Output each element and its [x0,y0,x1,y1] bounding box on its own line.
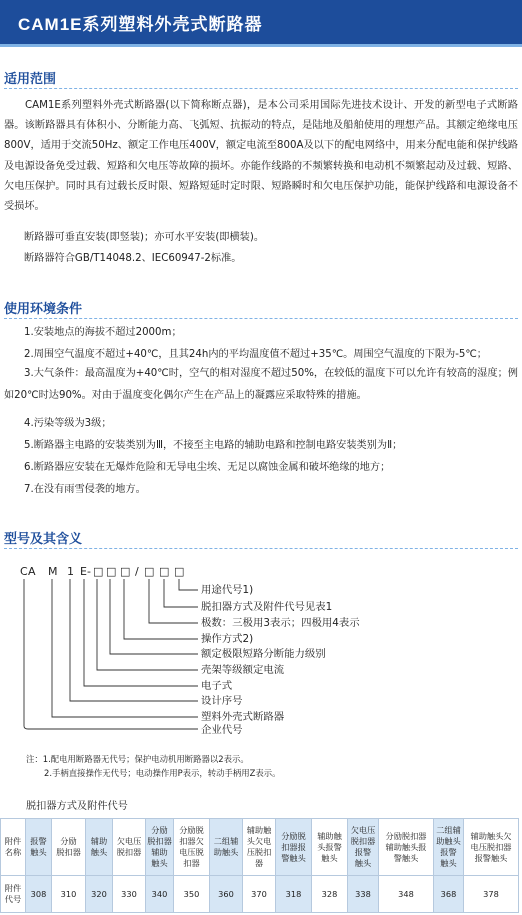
env-item-2: 2.周围空气温度不超过+40℃，且其24h内的平均温度值不超过+35℃。周围空气温度的下限为-5℃； [24,349,487,360]
attachment-name: 分励脱 扣器报 警触头 [281,830,306,863]
table-cell [434,819,464,876]
attachment-code: 378 [483,888,499,899]
model-code-diagram [0,560,522,730]
code-label-breaking: 额定极限短路分断能力级别 [201,648,326,660]
attachment-code: 318 [285,888,302,899]
code-char: 1 [67,565,74,578]
table-cell [146,876,174,913]
attachment-code: 328 [321,888,338,899]
table-cell [146,819,174,876]
attachment-name: 分励 脱扣器 辅助 触头 [147,825,172,868]
code-label-enterprise: 企业代号 [201,724,243,736]
table-cell [243,876,276,913]
leader-line [52,579,198,717]
row-label-names: 附件 名称 [4,836,22,857]
code-label-design: 设计序号 [201,695,243,707]
code-char: □ [93,565,104,578]
attachment-name: 辅助触 头报警 触头 [317,830,342,863]
env-item-1: 1.安装地点的海拔不超过2000m； [24,327,182,338]
attachment-name: 辅助 触头 [90,836,108,857]
code-char: M [48,565,58,578]
table-cell [276,876,312,913]
title-stripe [0,44,522,47]
section-title-environment: 使用环境条件 [4,302,83,317]
attachment-code: 338 [355,888,371,899]
attachment-code: 320 [91,888,107,899]
attachment-name: 辅助触 头欠电 压脱扣 器 [246,825,272,868]
code-char: A [28,565,36,578]
table-cell [434,876,464,913]
table-cell [52,819,86,876]
attachment-name: 欠电压 脱扣器 报警 触头 [350,825,376,868]
row-label-codes: 附件 代号 [4,883,22,904]
code-label-electronic: 电子式 [201,680,233,692]
code-label-frame: 壳架等级额定电流 [201,664,285,676]
table-cell [52,876,86,913]
title-banner [0,0,522,44]
env-item-5: 5.断路器主电路的安装类别为Ⅲ，不接至主电路的辅助电路和控制电路安装类别为Ⅱ； [24,440,403,451]
attachment-name: 二组辅 助触头 [213,836,239,857]
attachment-code: 330 [121,888,137,899]
attachment-name: 二组辅 助触头 报警 触头 [436,825,461,868]
table-row-label [1,876,26,913]
section-title-model: 型号及其含义 [4,532,83,547]
attachment-code: 368 [440,888,457,899]
table-cell [86,819,113,876]
leader-line [70,579,198,701]
table-cell [210,876,243,913]
attachment-name: 分励脱扣器 辅助触头报 警触头 [385,830,427,863]
table-cell [276,819,312,876]
attachment-code: 348 [398,888,414,899]
leader-line [124,579,198,639]
table-cell [113,876,146,913]
code-char: □ [120,565,131,578]
table-cell [174,876,210,913]
code-char: □ [106,565,117,578]
table-cell [243,819,276,876]
attachment-code: 370 [251,888,267,899]
table-title: 脱扣器方式及附件代号 [26,801,128,812]
section-divider [4,318,518,319]
env-item-6: 6.断路器应安装在无爆炸危险和无导电尘埃、无足以腐蚀金属和破坏绝缘的地方； [24,462,391,473]
code-char: / [135,565,139,578]
leader-line [97,579,198,670]
table-cell [210,819,243,876]
env-item-4: 4.污染等级为3级； [24,418,112,429]
code-label-mccb: 塑料外壳式断路器 [201,711,285,723]
env-item-3: 3.大气条件：最高温度为+40℃时，空气的相对湿度不超过50%，在较低的温度下可以允许有较高的湿度；例如20℃时达90%。对由于温度变化偶尔产生在产品上的凝露应采取特殊的措施。 [4,368,518,401]
attachment-name: 辅助触头欠 电压脱扣器 报警触头 [470,830,512,863]
table-cell [312,819,348,876]
table-cell [379,819,434,876]
attachment-code: 350 [183,888,200,899]
table-cell [348,819,379,876]
env-item-7: 7.在没有雨雪侵袭的地方。 [24,484,146,495]
code-char: □ [159,565,170,578]
leader-line [164,579,198,607]
note-2: 2.手柄直接操作无代号；电动操作用P表示，转动手柄用Z表示。 [44,768,281,778]
scope-paragraph: CAM1E系列塑料外壳式断路器(以下简称断点器)，是本公司采用国际先进技术设计、开发的新型电子式断路器。该断路器具有体积小、分断能力高、飞弧短、抗振动的特点，是陆地及船舶使用的理想产品。其额定绝缘电压800V，适用于交流50Hz、额定工作电压400V，额定电流至800A及以下的配电网络中，用来分配电能和保护线路及电源设备免受过载、短路和欠电压等故障的损坏。亦能作线路的不频繁转换和电动机不频繁起动及过载、短路、欠电压保护。同时具有过载长反时限、短路短延时定时限、短路瞬时和欠电压保护功能，能保护线路和电源设备不受损坏。 [4,100,518,213]
scope-standard-line: 断路器符合GB/T14048.2、IEC60947-2标准。 [24,253,242,264]
section-title-scope: 适用范围 [4,72,57,87]
attachment-code: 308 [30,888,47,899]
table-row-label [1,819,26,876]
table-cell [312,876,348,913]
attachment-code: 340 [151,888,168,899]
attachment-name: 欠电压 脱扣器 [116,836,142,857]
attachment-code: 310 [60,888,77,899]
attachment-name: 分励脱 扣器欠 电压脱 扣器 [179,825,204,868]
attachment-code: 360 [218,888,234,899]
table-cell [26,819,52,876]
page-title: CAM1E系列塑料外壳式断路器 [18,15,263,34]
table-cell [464,819,519,876]
table-cell [348,876,379,913]
code-char: □ [174,565,185,578]
code-label-poles: 极数：三极用3表示；四极用4表示 [201,617,360,629]
table-cell [379,876,434,913]
leader-line [179,579,198,590]
table-cell [174,819,210,876]
table-cell [464,876,519,913]
code-char: C [20,565,28,578]
section-divider [4,88,518,89]
code-label-release: 脱扣器方式及附件代号见表1 [201,601,333,613]
code-char: E- [80,565,91,578]
table-cell [113,819,146,876]
table-row [1,819,519,876]
section-divider [4,548,518,549]
attachment-name: 分励 脱扣器 [56,836,81,857]
code-label-usage: 用途代号1) [201,584,254,596]
table-row [1,876,519,913]
table-cell [86,876,113,913]
attachment-name: 报警 触头 [30,836,47,857]
note-1: 注：1.配电用断路器无代号；保护电动机用断路器以2表示。 [26,754,249,764]
code-char: □ [144,565,155,578]
leader-line [149,579,198,623]
suffix-table [0,818,519,913]
scope-install-line: 断路器可垂直安装(即竖装)；亦可水平安装(即横装)。 [24,232,265,243]
code-label-operation: 操作方式2) [201,633,254,645]
table-cell [26,876,52,913]
